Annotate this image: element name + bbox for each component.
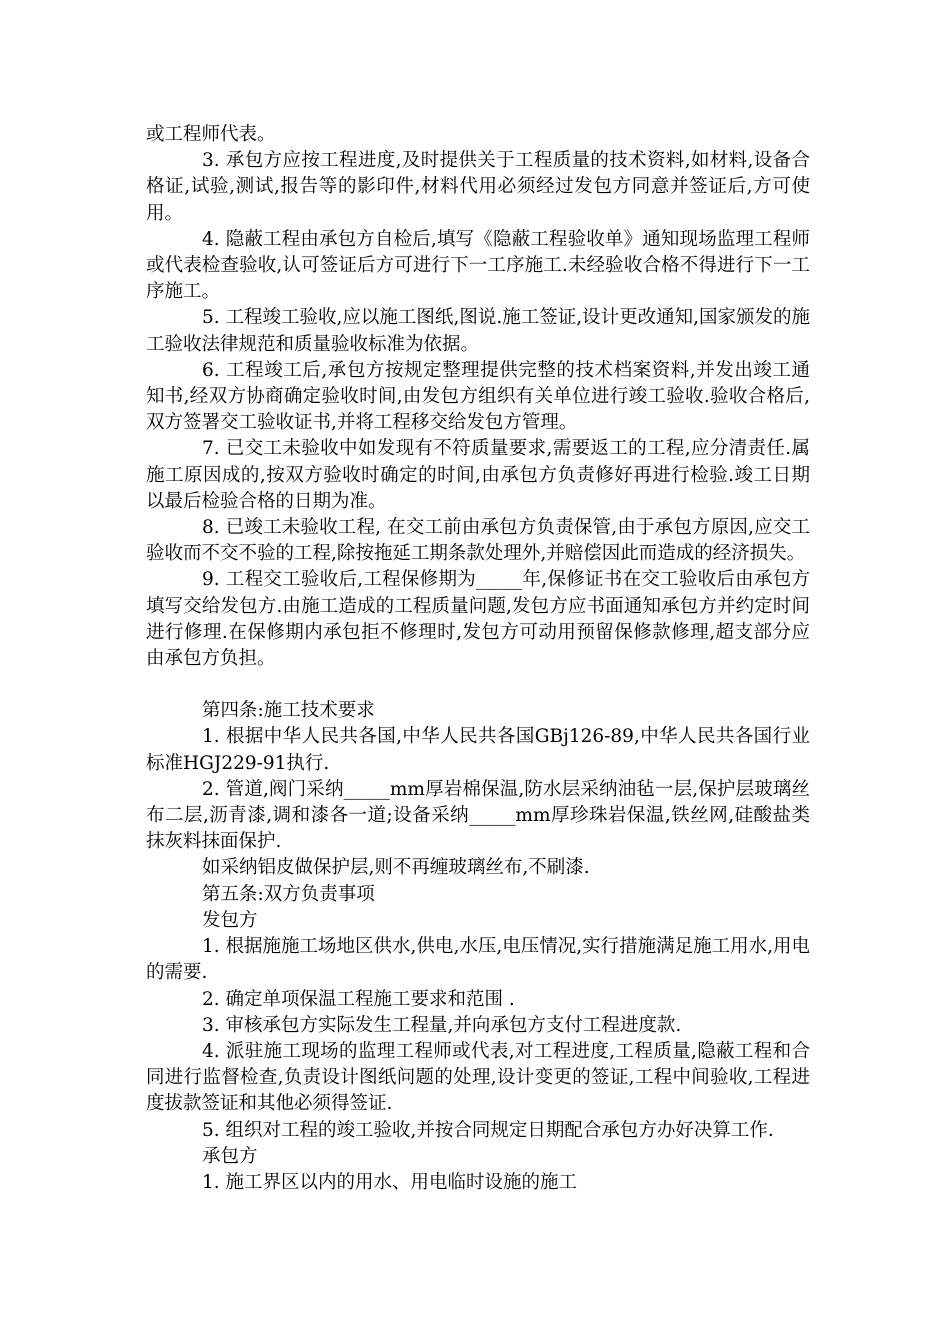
subheading-contractor: 承包方 bbox=[202, 1145, 258, 1167]
clause-3-4: 4. 隐蔽工程由承包方自检后,填写《隐蔽工程验收单》通知现场监理工程师或代表检查验收,认可签证后方可进行下一工序施工.未经验收合格不得进行下一工序施工。 bbox=[146, 228, 810, 303]
clause-3-3: 3. 承包方应按工程进度,及时提供关于工程质量的技术资料,如材料,设备合格证,试验,测试,报告等的影印件,材料代用必须经过发包方同意并签证后,方可使用。 bbox=[146, 150, 810, 224]
employer-item-5: 5. 组织对工程的竣工验收,并按合同规定日期配合承包方办好决算工作. bbox=[202, 1119, 774, 1141]
clause-4-1: 1. 根据中华人民共各国,中华人民共各国GBj126-89,中华人民共各国行业标准HGJ229-91执行. bbox=[146, 726, 810, 774]
contractor-item-1: 1. 施工界区以内的用水、用电临时设施的施工 bbox=[202, 1171, 578, 1193]
document-body bbox=[146, 122, 810, 1196]
clause-4-2: 2. 管道,阀门采纳_____mm厚岩棉保温,防水层采纳油毡一层,保护层玻璃丝布二层,沥青漆,调和漆各一道;设备采纳_____mm厚珍珠岩保温,铁丝网,硅酸盐类抹灰料抹面保护. bbox=[146, 778, 810, 853]
clause-3-7: 7. 已交工未验收中如发现有不符质量要求,需要返工的工程,应分清责任.属施工原因成的,按双方验收时确定的时间,由承包方负责修好再进行检验.竣工日期以最后检验合格的日期为准。 bbox=[146, 438, 810, 512]
section-heading-4: 第四条:施工技术要求 bbox=[202, 700, 375, 722]
clause-3-8: 8. 已竣工未验收工程, 在交工前由承包方负责保管,由于承包方原因,应交工验收而不交不验的工程,除按拖延工期条款处理外,并赔偿因此而造成的经济损失。 bbox=[146, 517, 810, 565]
clause-3-6: 6. 工程竣工后,承包方按规定整理提供完整的技术档案资料,并发出竣工通知书,经双方协商确定验收时间,由发包方组织有关单位进行竣工验收.验收合格后,双方签署交工验收证书,并将工程移交给发包方管理。 bbox=[146, 359, 810, 434]
clause-4-note: 如采纳铝皮做保护层,则不再缠玻璃丝布,不刷漆. bbox=[202, 857, 590, 879]
blank-line bbox=[146, 672, 810, 698]
employer-item-3: 3. 审核承包方实际发生工程量,并向承包方支付工程进度款. bbox=[202, 1014, 682, 1036]
paragraph-continuation: 或工程师代表。 bbox=[146, 124, 276, 145]
section-heading-5: 第五条:双方负责事项 bbox=[202, 883, 375, 905]
clause-3-9: 9. 工程交工验收后,工程保修期为_____年,保修证书在交工验收后由承包方填写交给发包方.由施工造成的工程质量问题,发包方应书面通知承包方并约定时间进行修理.在保修期内承包拒不修理时,发包方可动用预留保修款修理,超支部分应由承包方负担。 bbox=[146, 569, 810, 670]
employer-item-1: 1. 根据施施工场地区供水,供电,水压,电压情况,实行措施满足施工用水,用电的需要. bbox=[146, 936, 810, 984]
subheading-employer: 发包方 bbox=[202, 909, 258, 931]
employer-item-4: 4. 派驻施工现场的监理工程师或代表,对工程进度,工程质量,隐蔽工程和合同进行监督检查,负责设计图纸问题的处理,设计变更的签证,工程中间验收,工程进度拔款签证和其他必须得签证. bbox=[146, 1040, 810, 1115]
clause-3-5: 5. 工程竣工验收,应以施工图纸,图说.施工签证,设计更改通知,国家颁发的施工验收法律规范和质量验收标准为依据。 bbox=[146, 307, 810, 355]
employer-item-2: 2. 确定单项保温工程施工要求和范围 . bbox=[202, 988, 515, 1010]
